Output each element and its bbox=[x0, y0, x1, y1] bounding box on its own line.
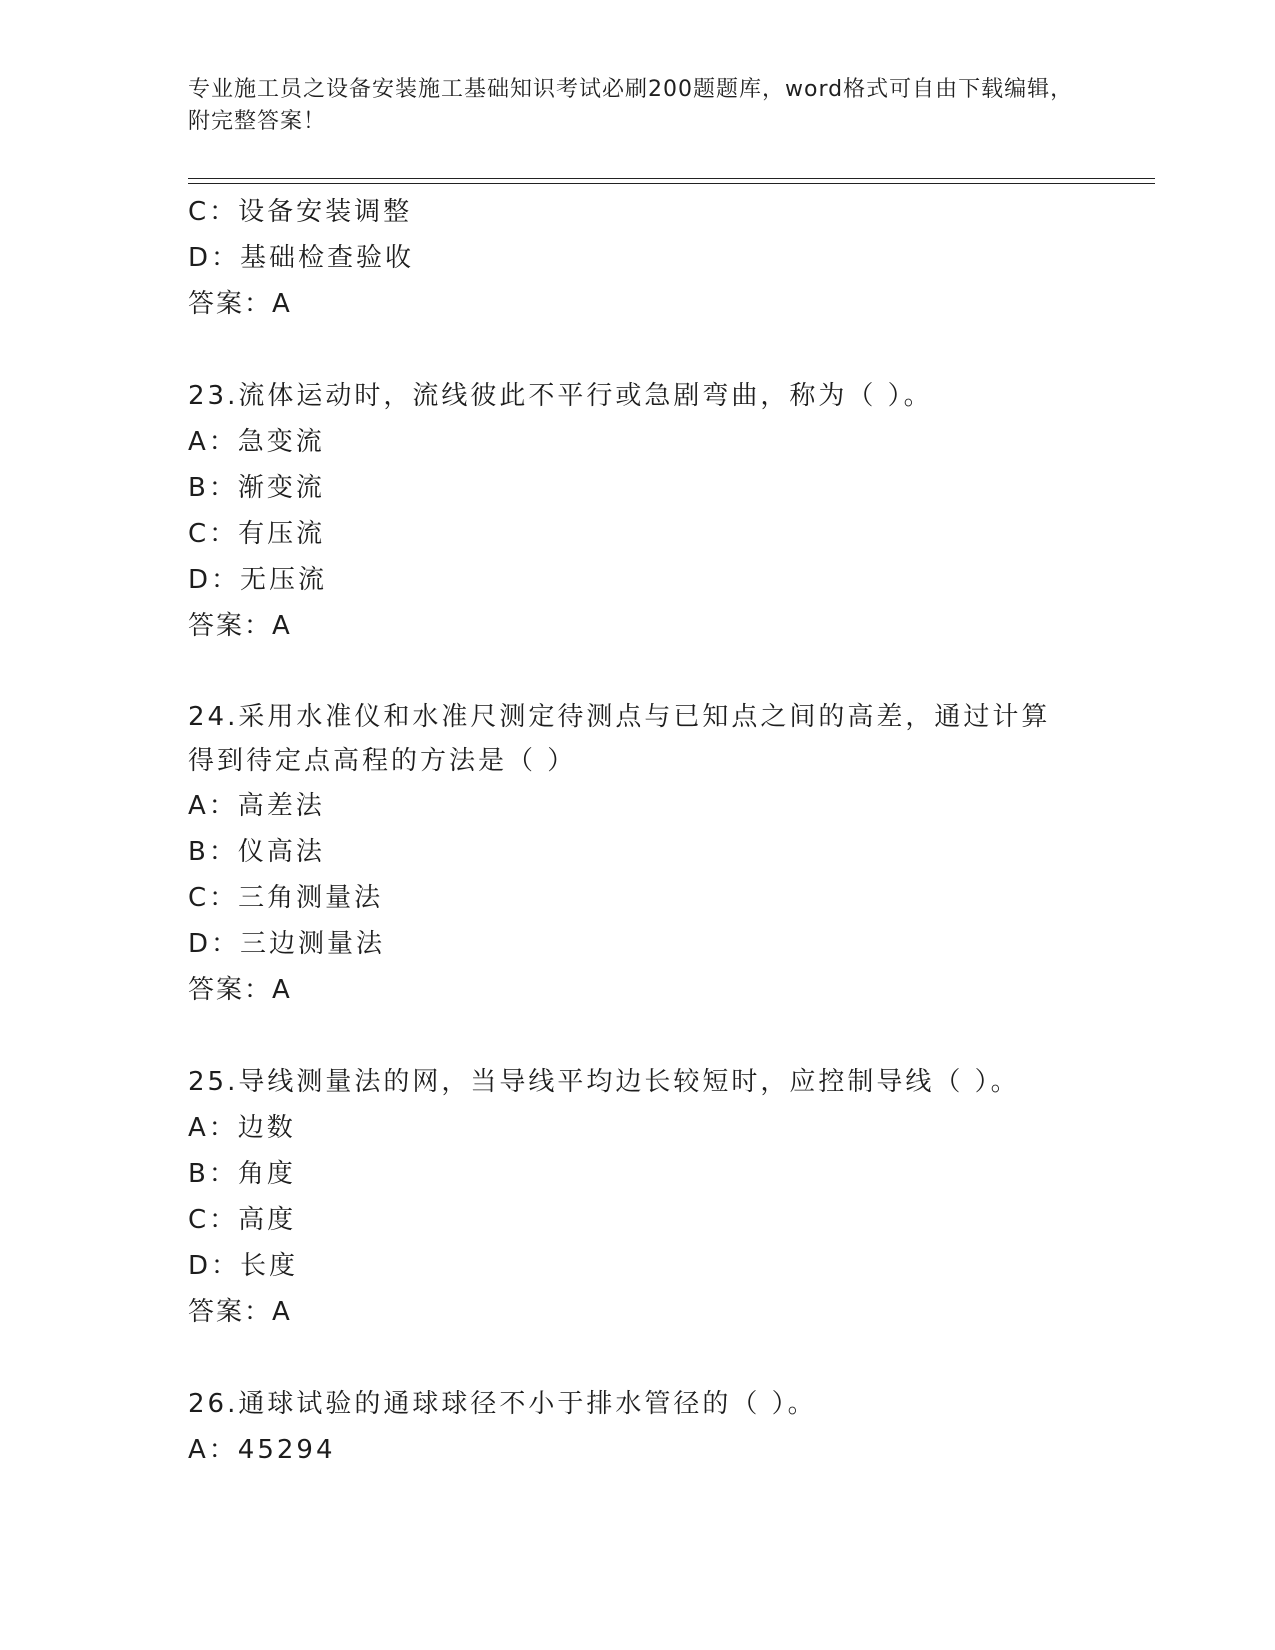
question-text: 26.通球试验的通球球径不小于排水管径的（ ）。 bbox=[188, 1389, 817, 1419]
option-text: 仪高法 bbox=[237, 837, 325, 867]
option-text: 高度 bbox=[238, 1205, 297, 1235]
question-text: 23.流体运动时，流线彼此不平行或急剧弯曲，称为（ ）。 bbox=[188, 381, 933, 411]
option-letter: A： bbox=[188, 1435, 238, 1465]
option-line bbox=[188, 419, 1088, 465]
option-text: 渐变流 bbox=[237, 473, 325, 503]
spacer bbox=[188, 327, 1088, 373]
option-line bbox=[188, 1427, 1088, 1473]
answer-line: 答案：A bbox=[188, 1297, 292, 1327]
option-line bbox=[188, 875, 1088, 921]
option-letter: A： bbox=[188, 791, 238, 821]
option-letter: A： bbox=[188, 427, 238, 457]
option-line bbox=[188, 1197, 1088, 1243]
option-letter: D： bbox=[188, 1251, 241, 1281]
header-rule-bottom bbox=[188, 183, 1155, 184]
option-text: 角度 bbox=[237, 1159, 296, 1189]
option-text: 基础检查验收 bbox=[240, 243, 415, 273]
option-letter: B： bbox=[188, 473, 238, 503]
option-text: 无压流 bbox=[240, 565, 328, 595]
option-letter: D： bbox=[188, 929, 241, 959]
option-line bbox=[188, 557, 1088, 603]
option-letter: D： bbox=[188, 565, 241, 595]
answer-line: 答案：A bbox=[188, 611, 292, 641]
option-line bbox=[188, 921, 1088, 967]
option-letter: C： bbox=[188, 883, 239, 913]
option-letter: D： bbox=[188, 243, 241, 273]
option-letter: C： bbox=[188, 197, 239, 227]
option-text: 三角测量法 bbox=[238, 883, 384, 913]
option-text: 边数 bbox=[237, 1113, 296, 1143]
option-letter: B： bbox=[188, 837, 238, 867]
question-text: 25.导线测量法的网，当导线平均边长较短时，应控制导线（ ）。 bbox=[188, 1067, 1020, 1097]
option-letter: C： bbox=[188, 1205, 239, 1235]
option-text: 设备安装调整 bbox=[238, 197, 413, 227]
option-letter: A： bbox=[188, 1113, 238, 1143]
option-letter: B： bbox=[188, 1159, 238, 1189]
option-text: 急变流 bbox=[237, 427, 325, 457]
option-letter: C： bbox=[188, 519, 239, 549]
option-text: 高差法 bbox=[237, 791, 325, 821]
option-line bbox=[188, 465, 1088, 511]
option-line bbox=[188, 1151, 1088, 1197]
document-header: 专业施工员之设备安装施工基础知识考试必刷200题题库，word格式可自由下载编辑，附完整答案！ bbox=[188, 77, 1074, 134]
option-line bbox=[188, 189, 1088, 235]
question-text: 24.采用水准仪和水准尺测定待测点与已知点之间的高差，通过计算得到待定点高程的方法是（ ） bbox=[188, 702, 1051, 776]
option-line bbox=[188, 1243, 1088, 1289]
spacer bbox=[188, 1013, 1088, 1059]
option-line bbox=[188, 511, 1088, 557]
option-text: 长度 bbox=[240, 1251, 299, 1281]
option-text: 45294 bbox=[237, 1435, 336, 1465]
option-line bbox=[188, 783, 1088, 829]
option-text: 三边测量法 bbox=[240, 929, 386, 959]
spacer bbox=[188, 649, 1088, 695]
answer-line: 答案：A bbox=[188, 289, 292, 319]
option-line bbox=[188, 235, 1088, 281]
option-text: 有压流 bbox=[238, 519, 326, 549]
header-rule-top bbox=[188, 178, 1155, 179]
answer-line: 答案：A bbox=[188, 975, 292, 1005]
option-line bbox=[188, 829, 1088, 875]
option-line bbox=[188, 1105, 1088, 1151]
question-content bbox=[188, 189, 1088, 1473]
spacer bbox=[188, 1335, 1088, 1381]
